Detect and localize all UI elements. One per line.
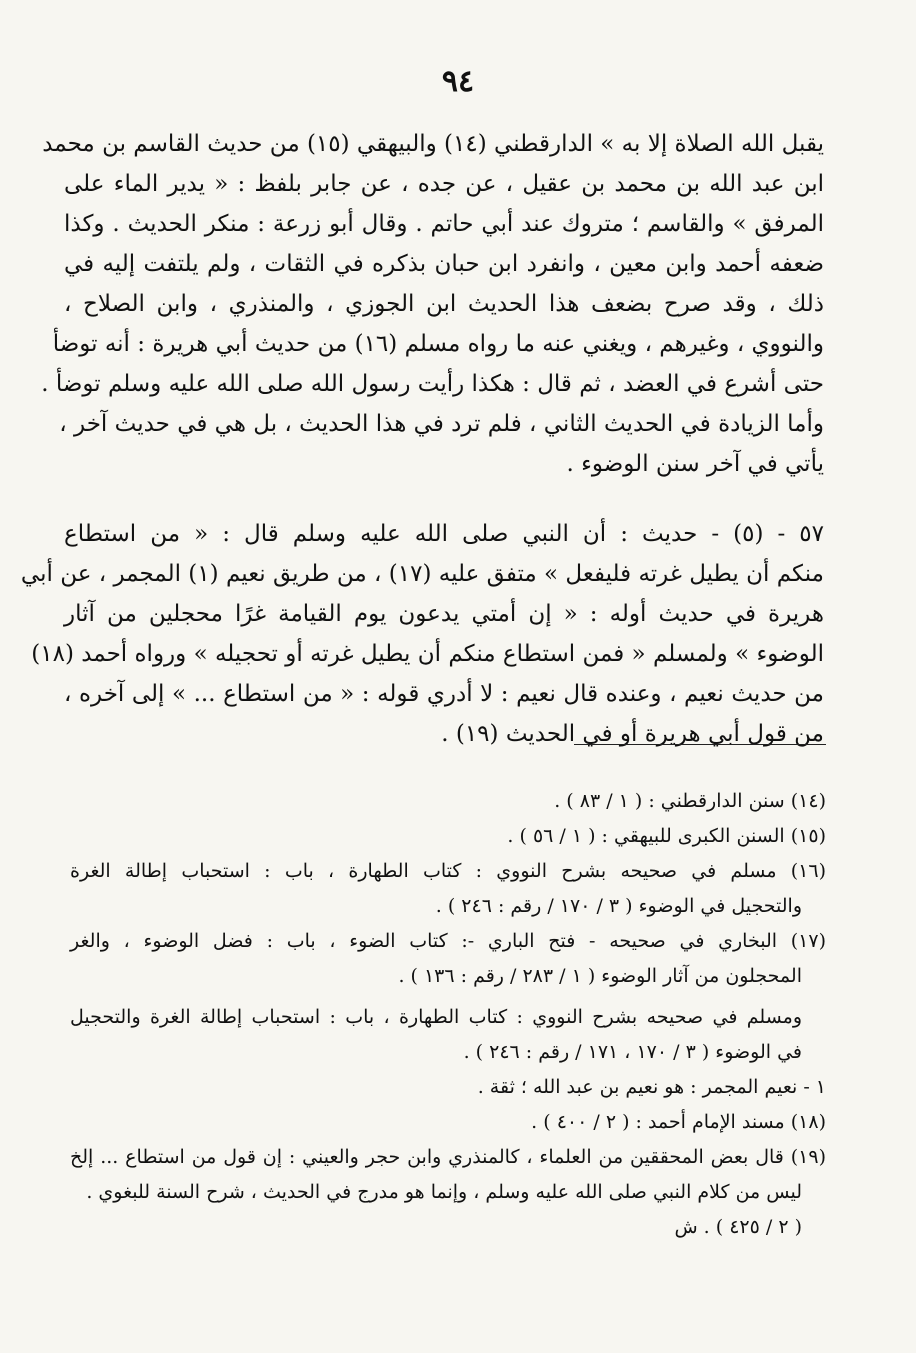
hadith-line: من حديث نعيم ، وعنده قال نعيم : لا أدري قوله : « من استطاع ... » إلى آخره ، bbox=[64, 681, 824, 707]
footnote-line: المحجلون من آثار الوضوء ( ١ / ٢٨٣ / رقم : ١٣٦ ) . bbox=[398, 965, 802, 987]
page-number: ٩٤ bbox=[441, 64, 475, 99]
footnote-line: ( ٢ / ٤٢٥ ) . ش bbox=[674, 1216, 802, 1238]
footnote-line: ليس من كلام النبي صلى الله عليه وسلم ، وإنما هو مدرج في الحديث ، شرح السنة للبغوي . bbox=[86, 1181, 802, 1203]
text-line: يقبل الله الصلاة إلا به » الدارقطني (١٤) والبيهقي (١٥) من حديث القاسم بن محمد bbox=[42, 131, 824, 157]
footnote-line: (١٧) البخاري في صحيحه - فتح الباري -: كتاب الضوء ، باب : فضل الوضوء ، والغر bbox=[70, 930, 826, 952]
footnote-line: (١٦) مسلم في صحيحه بشرح النووي : كتاب الطهارة ، باب : استحباب إطالة الغرة bbox=[70, 860, 826, 882]
footnote-line: (١٤) سنن الدارقطني : ( ١ / ٨٣ ) . bbox=[554, 790, 826, 812]
text-line: وأما الزيادة في الحديث الثاني ، فلم ترد في هذا الحديث ، بل هي في حديث آخر ، bbox=[59, 411, 824, 437]
text-line: حتى أشرع في العضد ، ثم قال : هكذا رأيت رسول الله صلى الله عليه وسلم توضأ . bbox=[41, 371, 824, 397]
hadith-line: من قول أبي هريرة أو في الحديث (١٩) . bbox=[441, 721, 824, 747]
hadith-line: منكم أن يطيل غرته فليفعل » متفق عليه (١٧) ، من طريق نعيم (١) المجمر ، عن أبي bbox=[20, 561, 824, 587]
hadith-line: ٥٧ - (٥) - حديث : أن النبي صلى الله عليه وسلم قال : « من استطاع bbox=[64, 521, 824, 547]
footnotes bbox=[70, 784, 826, 1245]
footnote-divider bbox=[574, 744, 826, 745]
text-line: ذلك ، وقد صرح بضعف هذا الحديث ابن الجوزي ، والمنذري ، وابن الصلاح ، bbox=[64, 291, 824, 317]
footnote-line: (١٨) مسند الإمام أحمد : ( ٢ / ٤٠٠ ) . bbox=[531, 1111, 826, 1133]
hadith-line: هريرة في حديث أوله : « إن أمتي يدعون يوم القيامة غرًا محجلين من آثار bbox=[64, 601, 824, 627]
footnote-line: والتحجيل في الوضوء ( ٣ / ١٧٠ / رقم : ٢٤٦ ) . bbox=[435, 895, 802, 917]
main-text bbox=[20, 124, 824, 754]
footnote-line: ومسلم في صحيحه بشرح النووي : كتاب الطهارة ، باب : استحباب إطالة الغرة والتحجيل bbox=[70, 1006, 802, 1028]
text-line: ابن عبد الله بن محمد بن عقيل ، عن جده ، عن جابر بلفظ : « يدير الماء على bbox=[64, 171, 824, 197]
text-line: المرفق » والقاسم ؛ متروك عند أبي حاتم . وقال أبو زرعة : منكر الحديث . وكذا bbox=[64, 211, 824, 237]
text-line: يأتي في آخر سنن الوضوء . bbox=[566, 451, 824, 477]
footnote-line: في الوضوء ( ٣ / ١٧٠ ، ١٧١ / رقم : ٢٤٦ ) . bbox=[463, 1041, 802, 1063]
footnote-line: (١٩) قال بعض المحققين من العلماء ، كالمنذري وابن حجر والعيني : إن قول من استطاع ... إلخ bbox=[70, 1146, 826, 1168]
hadith-line: الوضوء » ولمسلم « فمن استطاع منكم أن يطيل غرته أو تحجيله » ورواه أحمد (١٨) bbox=[31, 641, 824, 667]
text-line: ضعفه أحمد وابن معين ، وانفرد ابن حبان بذكره في الثقات ، ولم يلتفت إليه في bbox=[64, 251, 824, 277]
footnote-line: ١ - نعيم المجمر : هو نعيم بن عبد الله ؛ ثقة . bbox=[477, 1076, 826, 1098]
text-line: والنووي ، وغيرهم ، ويغني عنه ما رواه مسلم (١٦) من حديث أبي هريرة : أنه توضأ bbox=[52, 331, 824, 357]
footnote-line: (١٥) السنن الكبرى للبيهقي : ( ١ / ٥٦ ) . bbox=[507, 825, 826, 847]
